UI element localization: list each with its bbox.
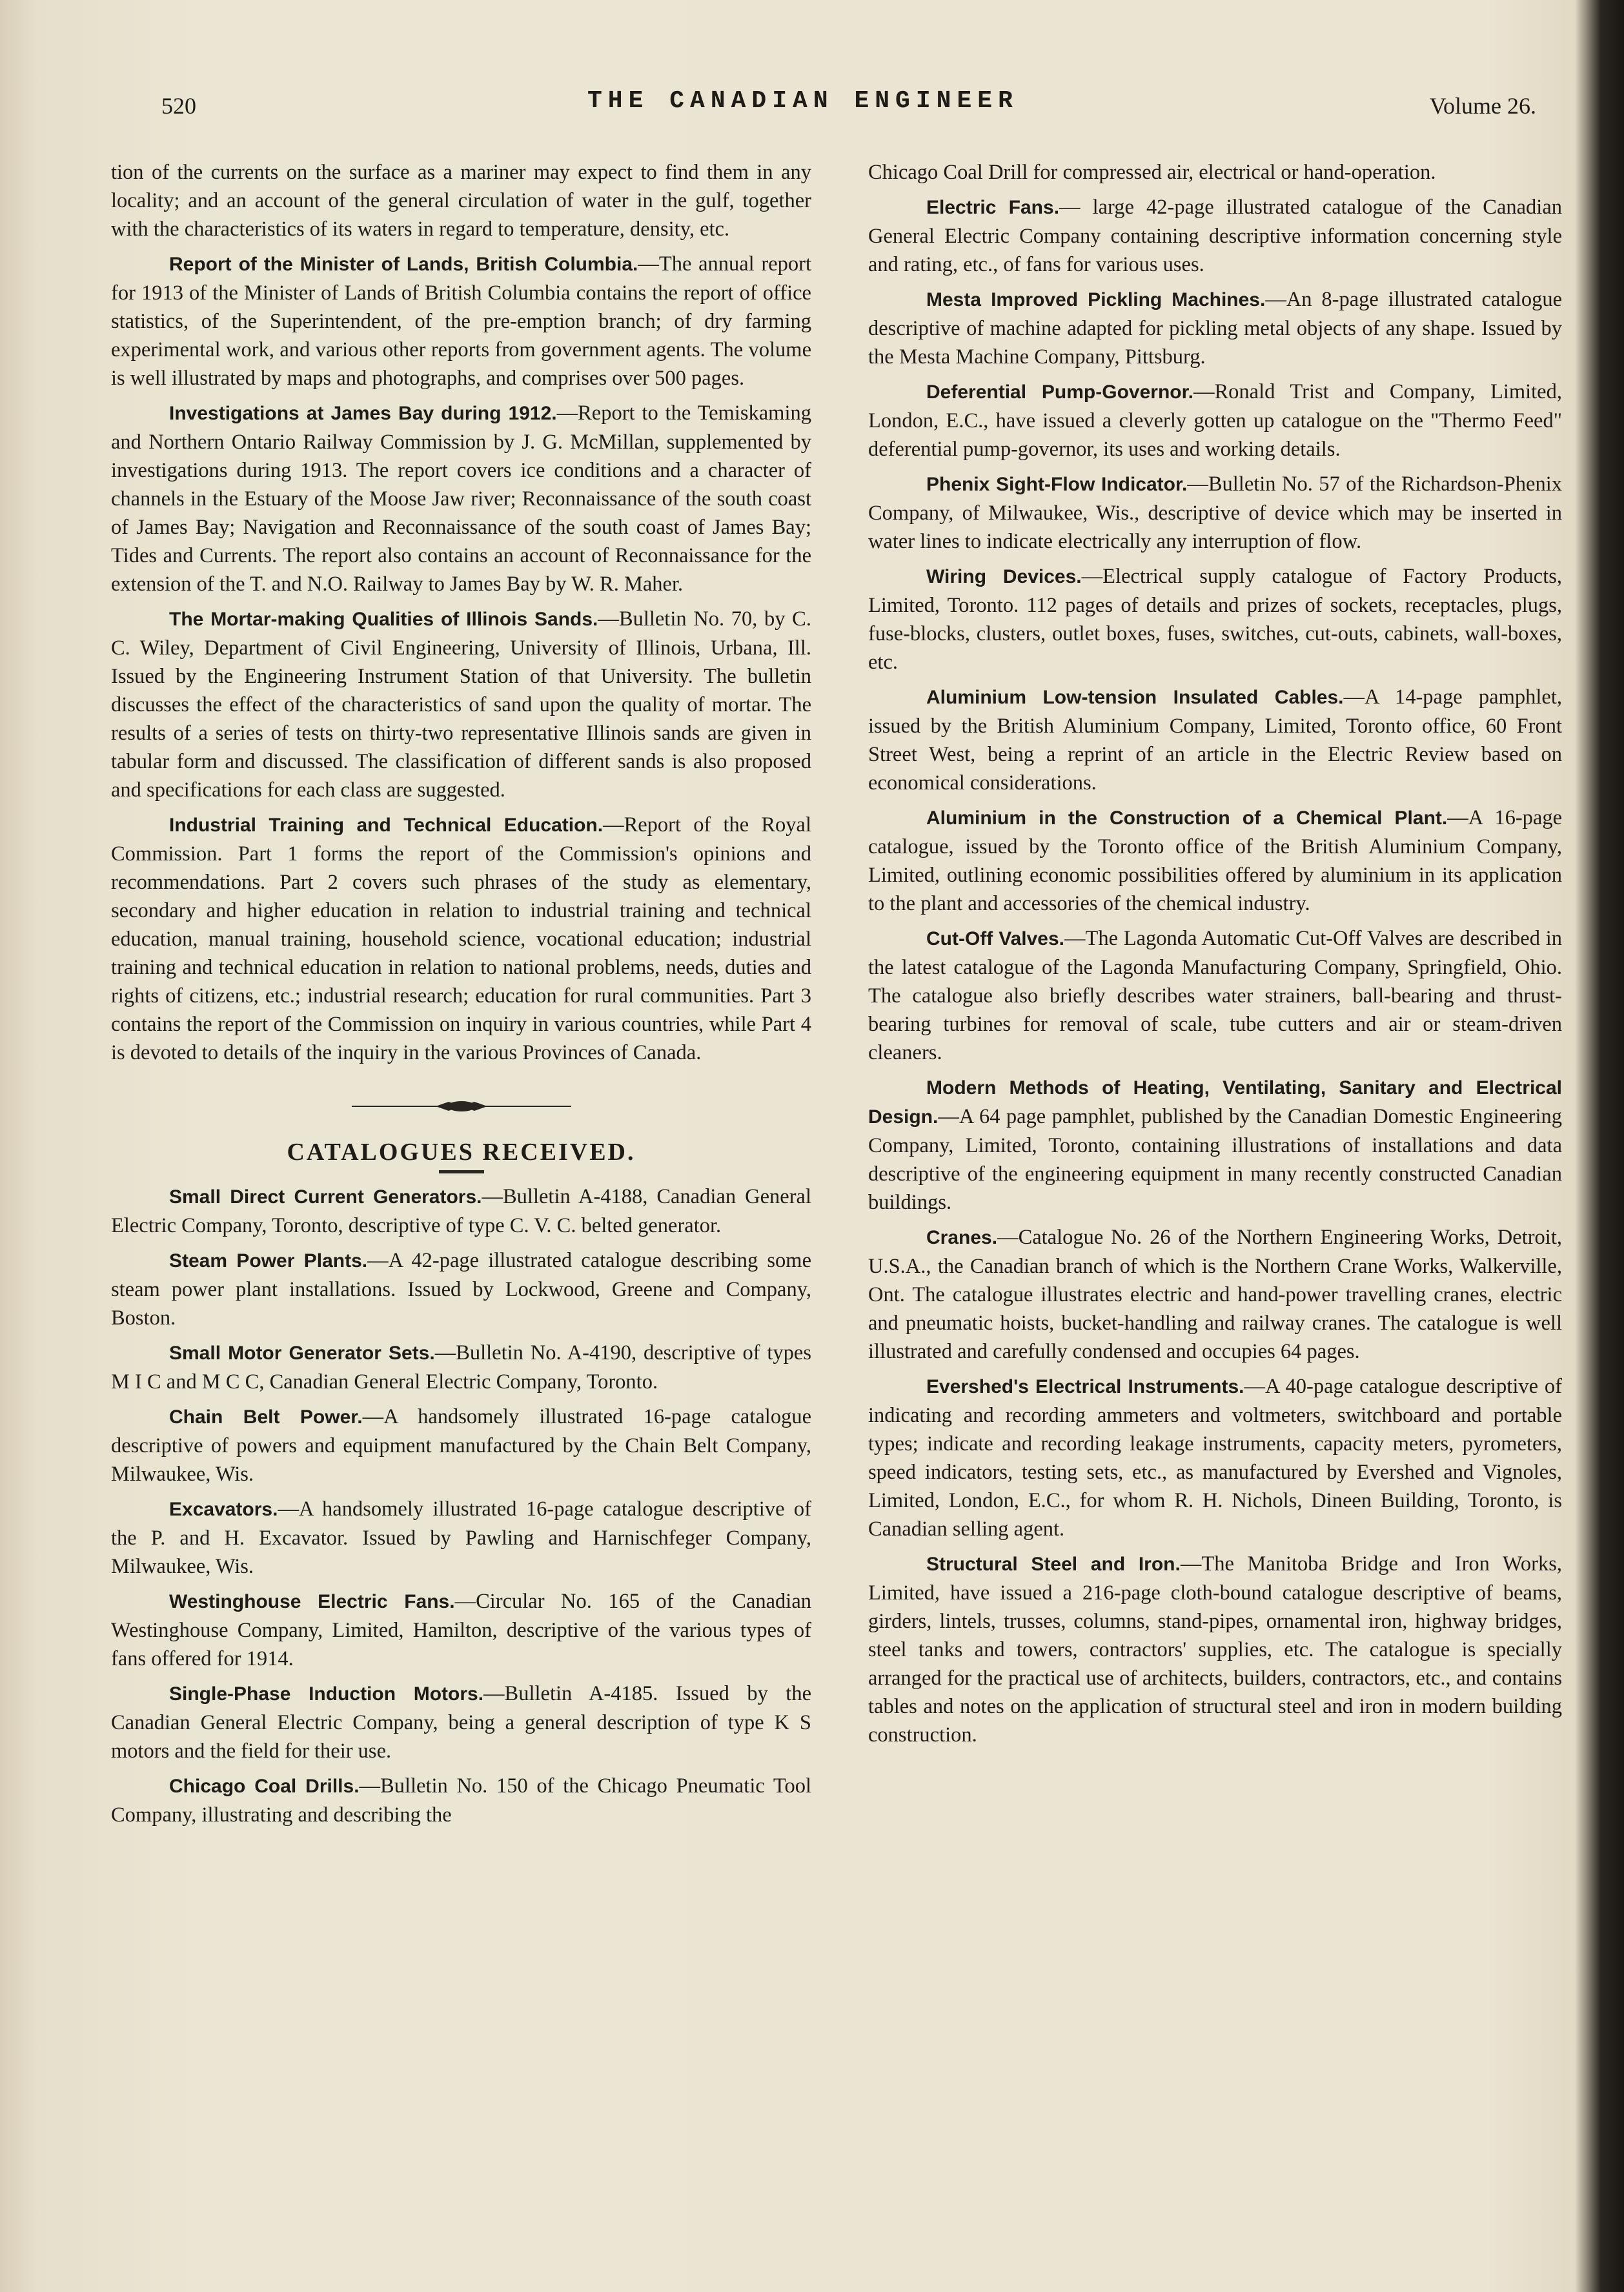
continued-paragraph: tion of the currents on the surface as a mariner may expect to find them in any locality; and an account of the general circulation of water in the gulf, together with the characteristics of its waters in regard to temperature, density, etc.	[111, 161, 811, 241]
entry-body: —A 64 page pamphlet, published by the Canadian Domestic Engineering Company, Limited, Toronto, containing illustrations of installations and data descriptive of the engineering equipment in many recently constructed Canadian buildings.	[868, 1105, 1562, 1214]
entry-title: Modern Methods of Heating, Ventilating, Sanitary and Electrical Design.	[868, 1077, 1562, 1128]
catalogue-entry	[868, 683, 1562, 797]
left-column	[111, 158, 811, 1836]
entry-title: Cranes.	[926, 1227, 998, 1248]
volume-label: Volume 26.	[1429, 93, 1536, 119]
report-entry	[111, 811, 811, 1067]
section-title: CATALOGUES RECEIVED.	[287, 1139, 636, 1166]
title-rule	[439, 1170, 484, 1173]
catalogue-entry	[868, 804, 1562, 918]
catalogue-entry	[868, 1073, 1562, 1217]
continued-paragraph: Chicago Coal Drill for compressed air, electrical or hand-operation.	[868, 161, 1436, 184]
entry-body: —The Lagonda Automatic Cut-Off Valves are described in the latest catalogue of the Lagonda Manufacturing Company, Springfield, Ohio. The catalogue also briefly describes water strainers, ball-bearing and thrust-bearing turbines for removal of scale, tube cutters and air or steam-driven cleaners.	[868, 927, 1562, 1064]
catalogue-entry	[868, 1550, 1562, 1749]
entry-title: Westinghouse Electric Fans.	[169, 1591, 455, 1612]
entry-body: —An 8-page illustrated catalogue descriptive of machine adapted for pickling metal objects of any shape. Issued by the Mesta Machine Company, Pittsburg.	[868, 288, 1562, 369]
entry-body: —A 16-page catalogue, issued by the Toronto office of the British Aluminium Company, Limited, outlining economic possibilities offered by aluminium in its application to the plant and accessories of the chemical industry.	[868, 806, 1562, 915]
entry-title: Single-Phase Induction Motors.	[169, 1683, 484, 1705]
entry-body: —Report to the Temiskaming and Northern Ontario Railway Commission by J. G. McMillan, supplemented by investigations during 1913. The report covers ice conditions and a character of channels in the Estuary of the Moose Jaw river; Reconnaissance of the south coast of James Bay; Navigation and Reconnaissance of the south coast of James Bay; Tides and Currents. The report also contains an account of Reconnaissance for the extension of the T. and N.O. Railway to James Bay by W. R. Maher.	[111, 401, 811, 596]
entry-body: —A 42-page illustrated catalogue describing some steam power plant installations. Issued by Lockwood, Greene and Company, Boston.	[111, 1249, 812, 1330]
entry-title: Deferential Pump-Governor.	[926, 381, 1193, 403]
catalogue-entry	[111, 1679, 811, 1765]
catalogue-entry	[868, 470, 1562, 556]
entry-body: —Bulletin No. 150 of the Chicago Pneumatic Tool Company, illustrating and describing the	[111, 1774, 811, 1827]
entry-title: Aluminium in the Construction of a Chemical Plant.	[926, 807, 1448, 829]
entry-title: Aluminium Low-tension Insulated Cables.	[926, 687, 1344, 708]
entry-title: Chicago Coal Drills.	[169, 1776, 360, 1797]
catalogue-entry	[111, 1587, 811, 1673]
entry-body: —Catalogue No. 26 of the Northern Engineering Works, Detroit, U.S.A., the Canadian branch of which is the Northern Crane Works, Walkerville, Ont. The catalogue illustrates electric and hand-power travelling cranes, electric and pneumatic hoists, bucket-handling and railway cranes. The catalogue is well illustrated and carefully condensed and occupies 64 pages.	[868, 1226, 1562, 1363]
catalogue-entry	[868, 1223, 1562, 1366]
entry-body: —Ronald Trist and Company, Limited, London, E.C., have issued a cleverly gotten up catalogue on the "Thermo Feed" deferential pump-governor, its uses and working details.	[868, 380, 1562, 461]
journal-title: THE CANADIAN ENGINEER	[587, 87, 1019, 115]
catalogue-entry	[111, 1403, 811, 1488]
catalogue-entry	[868, 285, 1562, 371]
report-entry	[111, 605, 811, 804]
report-entry	[111, 250, 811, 392]
entry-title: Wiring Devices.	[926, 566, 1082, 587]
entry-body: —Circular No. 165 of the Canadian Westinghouse Company, Limited, Hamilton, descriptive of the various types of fans offered for 1914.	[111, 1590, 811, 1670]
catalogue-entry	[111, 1182, 811, 1240]
entry-body: —Bulletin A-4188, Canadian General Electric Company, Toronto, descriptive of type C. V. C. belted generator.	[111, 1185, 811, 1237]
entry-title: Electric Fans.	[926, 197, 1060, 218]
entry-body: —The annual report for 1913 of the Minister of Lands of British Columbia contains the report of office statistics, of the Superintendent, of the pre-emption branch; of dry farming experimental work, and various other reports from government agents. The volume is well illustrated by maps and photographs, and comprises over 500 pages.	[111, 252, 811, 390]
entry-title: Structural Steel and Iron.	[926, 1554, 1181, 1575]
entry-body: —A handsomely illustrated 16-page catalogue descriptive of powers and equipment manufactured by the Chain Belt Company, Milwaukee, Wis.	[111, 1405, 812, 1486]
catalogue-entry	[111, 1495, 811, 1581]
catalogue-entry	[111, 1339, 811, 1396]
entry-body: —The Manitoba Bridge and Iron Works, Limited, have issued a 216-page cloth-bound catalogue descriptive of beams, girders, lintels, trusses, columns, stand-pipes, ornamental iron, highway bridges, steel tanks and towers, contractors' supplies, etc. The catalogue is specially arranged for the practical use of architects, builders, contractors, etc., and contains tables and notes on the application of structural steel and iron in modern building construction.	[868, 1552, 1562, 1747]
catalogue-entry	[868, 193, 1562, 279]
entry-title: Excavators.	[169, 1499, 278, 1520]
entry-body: —Bulletin A-4185. Issued by the Canadian General Electric Company, being a general description of type K S motors and the field for their use.	[111, 1682, 812, 1763]
entry-title: Report of the Minister of Lands, British Columbia.	[169, 254, 638, 275]
entry-body: —Bulletin No. A-4190, descriptive of types M I C and M C C, Canadian General Electric Company, Toronto.	[111, 1341, 812, 1394]
catalogue-entry	[111, 1772, 811, 1829]
entry-body: — large 42-page illustrated catalogue of the Canadian General Electric Company containing descriptive information concerning style and rating, etc., of fans for various uses.	[868, 196, 1562, 276]
report-entry	[111, 399, 811, 598]
entry-body: —A 14-page pamphlet, issued by the British Aluminium Company, Limited, Toronto office, 60 Front Street West, being a reprint of an article in the Electric Review based on economical considerations.	[868, 685, 1562, 795]
entry-body: —A handsomely illustrated 16-page catalogue descriptive of the P. and H. Excavator. Issued by Pawling and Harnischfeger Company, Milwaukee, Wis.	[111, 1497, 811, 1578]
entry-title: Small Direct Current Generators.	[169, 1186, 482, 1208]
catalogue-entry	[868, 924, 1562, 1067]
entry-body: —Bulletin No. 57 of the Richardson-Phenix Company, of Milwaukee, Wis., descriptive of device which may be inserted in water lines to indicate electrically any interruption of flow.	[868, 472, 1562, 553]
catalogue-entry	[868, 1372, 1562, 1543]
entry-body: —Report of the Royal Commission. Part 1 forms the report of the Commission's opinions and recommendations. Part 2 covers such phrases of the study as elementary, secondary and higher education in relation to industrial training and technical education, manual training, household science, vocational education; industrial training and technical education in relation to national problems, needs, duties and rights of citizens, etc.; industrial research; education for rural communities. Part 3 contains the report of the Commission on inquiry in various countries, while Part 4 is devoted to details of the inquiry in the various Provinces of Canada.	[111, 813, 811, 1064]
entry-title: Investigations at James Bay during 1912.	[169, 403, 557, 424]
catalogue-entry	[111, 1246, 811, 1332]
entry-body: —Electrical supply catalogue of Factory Products, Limited, Toronto. 112 pages of details and prizes of sockets, receptacles, plugs, fuse-blocks, clusters, outlet boxes, fuses, switches, cut-outs, cabinets, wall-boxes, etc.	[868, 565, 1563, 674]
entry-body: —A 40-page catalogue descriptive of indicating and recording ammeters and voltmeters, switchboard and portable types; indicate and recording leakage instruments, capacity meters, pyrometers, speed indicators, testing sets, etc., as manufactured by Evershed and Vignoles, Limited, London, E.C., for whom R. H. Nichols, Dineen Building, Toronto, is Canadian selling agent.	[868, 1375, 1562, 1541]
entry-title: Small Motor Generator Sets.	[169, 1343, 435, 1364]
entry-title: Cut-Off Valves.	[926, 928, 1064, 949]
entry-title: Industrial Training and Technical Education.	[169, 815, 604, 836]
entry-body: —Bulletin No. 70, by C. C. Wiley, Department of Civil Engineering, University of Illinois, Urbana, Ill. Issued by the Engineering Instrument Station of that University. The bulletin discusses the effect of the characteristics of sand upon the quality of mortar. The results of a series of tests on thirty-two representative Illinois sands are given in tabular form and discussed. The classification of different sands is also proposed and specifications for each class are suggested.	[111, 607, 811, 802]
page-number: 520	[161, 93, 196, 119]
catalogue-entry	[868, 378, 1562, 463]
entry-title: Phenix Sight-Flow Indicator.	[926, 474, 1188, 495]
entry-title: Evershed's Electrical Instruments.	[926, 1376, 1244, 1397]
entry-title: Mesta Improved Pickling Machines.	[926, 289, 1266, 310]
running-header	[161, 87, 1536, 126]
ornament-divider	[111, 1097, 811, 1116]
catalogue-entry	[868, 562, 1562, 676]
right-column	[868, 158, 1562, 1756]
entry-title: Chain Belt Power.	[169, 1406, 363, 1428]
entry-title: Steam Power Plants.	[169, 1250, 368, 1272]
entry-title: The Mortar-making Qualities of Illinois Sands.	[169, 609, 598, 630]
